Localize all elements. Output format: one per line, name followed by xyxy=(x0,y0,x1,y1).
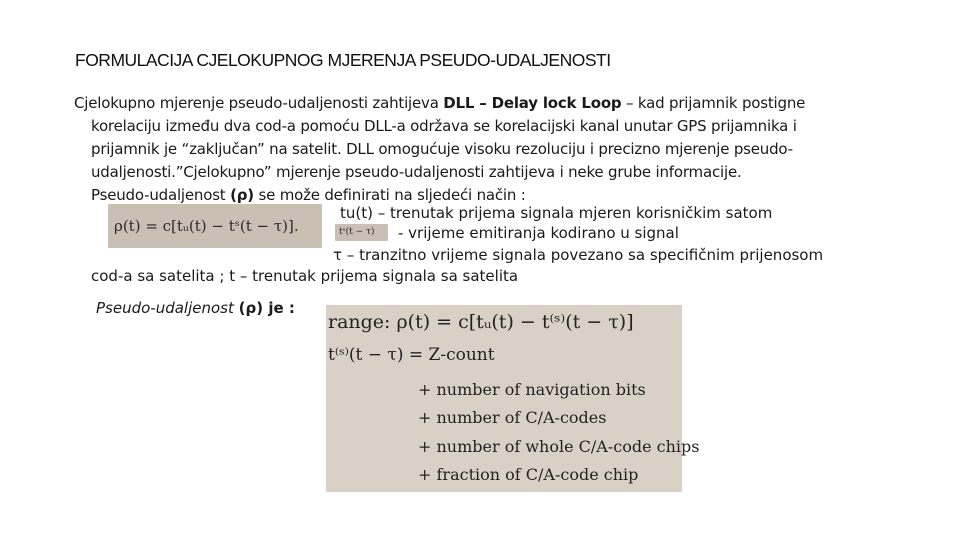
para-line-3: prijamnik je “zaključan” na satelit. DLL omogućuje visoku rezoluciju i precizno mjerenje pseudo- xyxy=(91,140,793,158)
scan-row-ca-codes: + number of C/A-codes xyxy=(418,408,607,427)
para-line-1: Cjelokupno mjerenje pseudo-udaljenosti zahtijeva DLL – Delay lock Loop – kad prijamnik postigne xyxy=(74,94,806,112)
scan-row-zcount: t⁽ˢ⁾(t − τ) = Z-count xyxy=(328,345,495,365)
pseudo-range-label: Pseudo-udaljenost (ρ) je : xyxy=(96,299,295,317)
body-paragraph xyxy=(74,92,874,207)
scan-row-ca-chips: + number of whole C/A-code chips xyxy=(418,437,700,456)
definition-continued: cod-a sa satelita ; t – trenutak prijema signala sa satelita xyxy=(91,267,519,285)
scan-row-chip-fraction: + fraction of C/A-code chip xyxy=(418,465,639,484)
para-line-4: udaljenosti.”Cjelokupno” mjerenje pseudo-udaljenosti zahtijeva i neke grube informacije. xyxy=(91,163,742,181)
definition-tau: τ – tranzitno vrijeme signala povezano sa specifičnim prijenosom xyxy=(333,246,824,264)
scan-row-range: range: ρ(t) = c[tᵤ(t) − t⁽ˢ⁾(t − τ)] xyxy=(328,311,634,333)
formula-image-small: tˢ(t − τ) xyxy=(335,224,388,241)
scanned-formula-image xyxy=(326,305,700,492)
scan-row-nav-bits: + number of navigation bits xyxy=(418,380,646,399)
definition-ts: - vrijeme emitiranja kodirano u signal xyxy=(398,224,679,242)
formula-image: ρ(t) = c[tᵤ(t) − tˢ(t − τ)]. xyxy=(108,204,322,248)
para-line-2: korelaciju između dva cod-a pomoću DLL-a održava se korelacijski kanal unutar GPS prijamnika i xyxy=(91,117,797,135)
slide-title: FORMULACIJA CJELOKUPNOG MJERENJA PSEUDO-UDALJENOSTI xyxy=(75,50,611,70)
para-line-5: Pseudo-udaljenost (ρ) se može definirati na sljedeći način : xyxy=(91,186,526,204)
definition-tu: tu(t) – trenutak prijema signala mjeren korisničkim satom xyxy=(340,204,773,222)
